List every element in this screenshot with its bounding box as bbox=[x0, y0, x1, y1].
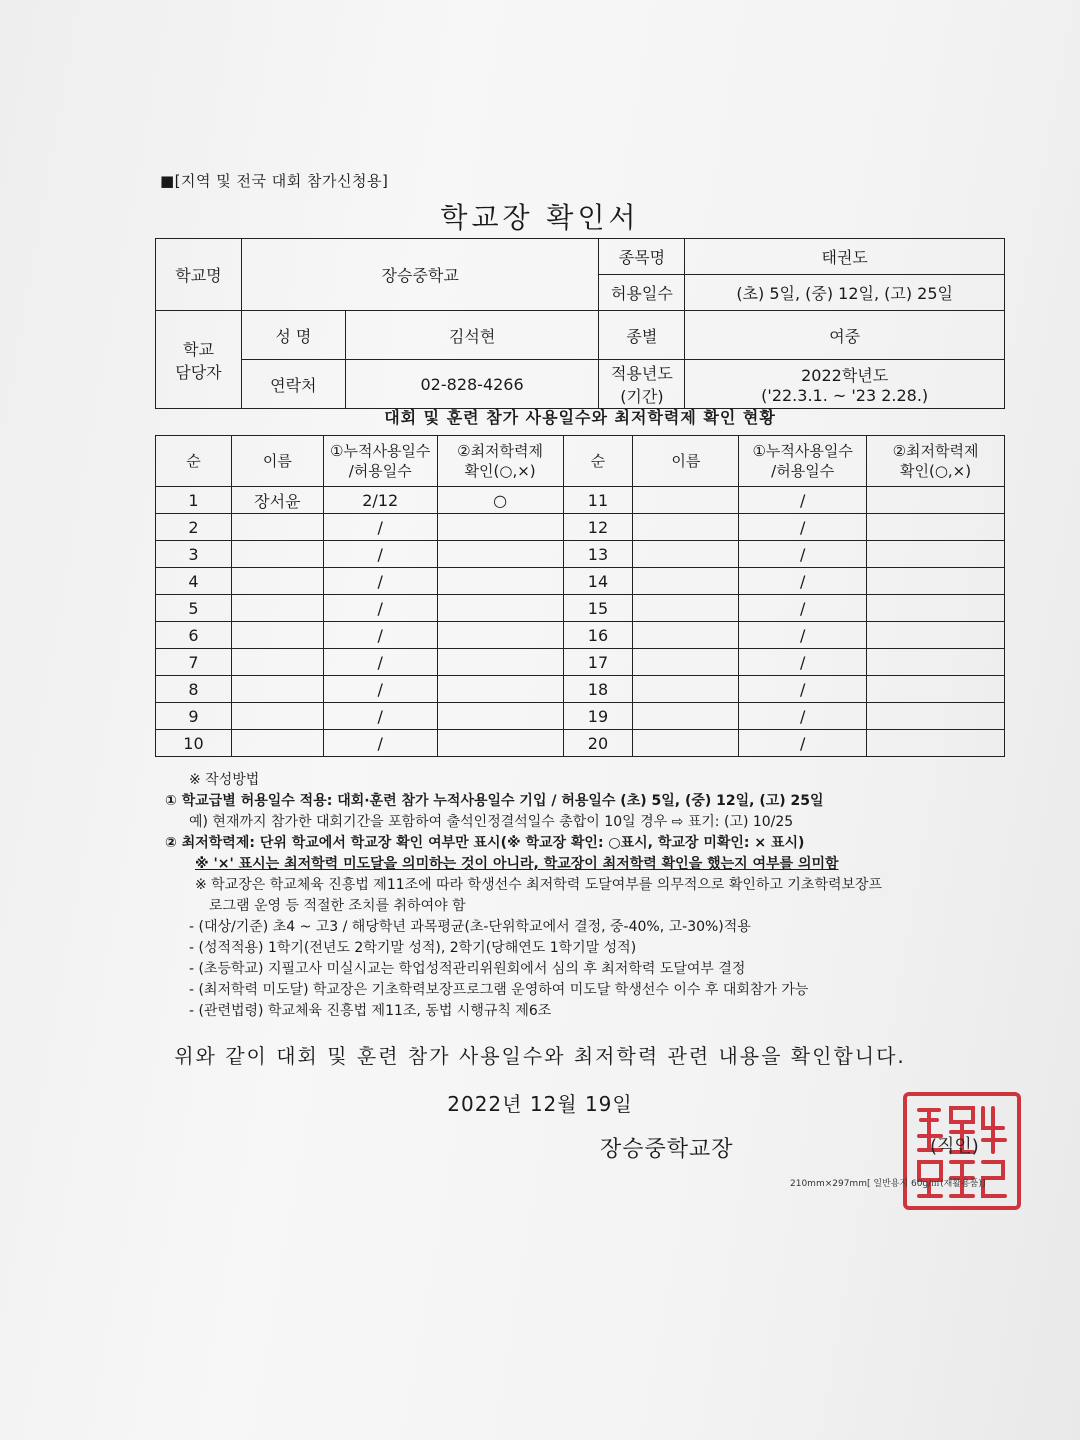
row-no: 6 bbox=[156, 622, 232, 649]
header-days-right bbox=[739, 436, 867, 487]
name-value: 김석현 bbox=[345, 311, 599, 360]
row-days: / bbox=[323, 595, 437, 622]
header-check-line1: ②최저학력제 bbox=[457, 442, 544, 460]
header-check-line2: 확인(○,×) bbox=[464, 462, 536, 480]
row-no: 16 bbox=[563, 622, 633, 649]
row-days: / bbox=[323, 541, 437, 568]
row-name bbox=[633, 649, 739, 676]
note-x-meaning: ※ '×' 표시는 최저학력 미도달을 의미하는 것이 아니라, 학교장이 최저학력 확인을 했는지 여부를 의미함 bbox=[195, 856, 839, 872]
header-check-line1: ②최저학력제 bbox=[892, 442, 979, 460]
year-label-line2: (기간) bbox=[620, 387, 664, 406]
row-days: / bbox=[739, 676, 867, 703]
row-check bbox=[437, 649, 563, 676]
row-check bbox=[867, 622, 1005, 649]
row-days: / bbox=[323, 568, 437, 595]
row-name bbox=[231, 676, 323, 703]
row-days: / bbox=[323, 514, 437, 541]
row-days: / bbox=[323, 730, 437, 757]
row-name bbox=[633, 622, 739, 649]
allowed-days-label: 허용일수 bbox=[599, 275, 685, 311]
row-days: / bbox=[739, 595, 867, 622]
instructions bbox=[165, 770, 985, 1022]
row-check bbox=[437, 541, 563, 568]
section-title: 대회 및 훈련 참가 사용일수와 최저학력제 확인 현황 bbox=[384, 408, 776, 427]
contact-value: 02-828-4266 bbox=[345, 360, 599, 409]
detail-elementary: - (초등학교) 지필고사 미실시교는 학업성적관리위원회에서 심의 후 최저학력 도달여부 결정 bbox=[189, 961, 746, 977]
row-days: / bbox=[739, 568, 867, 595]
header-no-left: 순 bbox=[156, 436, 232, 487]
row-no: 8 bbox=[156, 676, 232, 703]
row-name bbox=[231, 541, 323, 568]
row-name bbox=[231, 703, 323, 730]
row-check bbox=[437, 703, 563, 730]
category-label: ■[지역 및 전국 대회 참가신청용] bbox=[160, 172, 389, 190]
header-days-line2: /허용일수 bbox=[348, 462, 412, 480]
row-no: 20 bbox=[563, 730, 633, 757]
staff-label-line2: 담당자 bbox=[175, 362, 222, 382]
row-name bbox=[231, 568, 323, 595]
row-no: 1 bbox=[156, 487, 232, 514]
row-no: 19 bbox=[563, 703, 633, 730]
note-allowed-days: ① 학교급별 허용일수 적용: 대회·훈련 참가 누적사용일수 기입 / 허용일수 (초) 5일, (중) 12일, (고) 25일 bbox=[165, 793, 824, 809]
sport-value: 태권도 bbox=[685, 239, 1005, 275]
detail-target: - (대상/기준) 초4 ~ 고3 / 해당학년 과목평균(초-단위학교에서 결정, 중-40%, 고-30%)적용 bbox=[189, 919, 751, 935]
allowed-days-value: (초) 5일, (중) 12일, (고) 25일 bbox=[685, 275, 1005, 311]
detail-grades: - (성적적용) 1학기(전년도 2학기말 성적), 2학기(당해연도 1학기말 성적) bbox=[189, 940, 637, 956]
paper-size-note: 210mm×297mm[ 일반용지 60g/㎡(재활용품)] bbox=[790, 1179, 986, 1189]
row-name bbox=[633, 487, 739, 514]
row-name bbox=[231, 730, 323, 757]
row-check bbox=[437, 514, 563, 541]
gender-label: 종별 bbox=[599, 311, 685, 360]
header-check-right bbox=[867, 436, 1005, 487]
note-principal-duty: ※ 학교장은 학교체육 진흥법 제11조에 따라 학생선수 최저학력 도달여부를 의무적으로 확인하고 기초학력보장프 bbox=[195, 877, 883, 893]
table-row bbox=[156, 676, 1005, 703]
header-days-line1: ①누적사용일수 bbox=[330, 442, 431, 460]
table-row bbox=[156, 595, 1005, 622]
year-value-line2: ('22.3.1. ~ '23 2.28.) bbox=[761, 386, 929, 405]
row-days: / bbox=[739, 703, 867, 730]
header-days-left bbox=[323, 436, 437, 487]
row-check bbox=[437, 676, 563, 703]
row-name bbox=[231, 595, 323, 622]
row-name: 장서윤 bbox=[231, 487, 323, 514]
row-check bbox=[867, 568, 1005, 595]
row-check bbox=[867, 730, 1005, 757]
row-check bbox=[867, 595, 1005, 622]
row-no: 13 bbox=[563, 541, 633, 568]
notes-heading: ※ 작성방법 bbox=[189, 772, 260, 788]
row-name bbox=[633, 676, 739, 703]
row-check: ○ bbox=[437, 487, 563, 514]
row-check bbox=[867, 541, 1005, 568]
table-row bbox=[156, 649, 1005, 676]
row-no: 11 bbox=[563, 487, 633, 514]
row-days: / bbox=[739, 514, 867, 541]
row-check bbox=[867, 676, 1005, 703]
note-allowed-days-example: 예) 현재까지 참가한 대회기간을 포함하여 출석인정결석일수 총합이 10일 경우 ⇨ 표기: (고) 10/25 bbox=[189, 814, 794, 830]
contact-label: 연락처 bbox=[241, 360, 345, 409]
sport-label: 종목명 bbox=[599, 239, 685, 275]
row-name bbox=[633, 541, 739, 568]
confirmation-statement: 위와 같이 대회 및 훈련 참가 사용일수와 최저학력 관련 내용을 확인합니다. bbox=[174, 1044, 906, 1068]
row-check bbox=[437, 568, 563, 595]
header-name-left: 이름 bbox=[231, 436, 323, 487]
table-row bbox=[156, 487, 1005, 514]
row-days: / bbox=[739, 730, 867, 757]
table-header-row bbox=[156, 436, 1005, 487]
row-no: 17 bbox=[563, 649, 633, 676]
row-check bbox=[437, 622, 563, 649]
row-name bbox=[633, 730, 739, 757]
row-days: / bbox=[323, 676, 437, 703]
row-no: 4 bbox=[156, 568, 232, 595]
header-check-left bbox=[437, 436, 563, 487]
row-days: / bbox=[739, 649, 867, 676]
row-check bbox=[437, 595, 563, 622]
row-name bbox=[231, 514, 323, 541]
header-check-line2: 확인(○,×) bbox=[899, 462, 972, 480]
row-no: 15 bbox=[563, 595, 633, 622]
table-row bbox=[156, 622, 1005, 649]
row-no: 18 bbox=[563, 676, 633, 703]
row-name bbox=[231, 622, 323, 649]
row-no: 10 bbox=[156, 730, 232, 757]
row-check bbox=[867, 487, 1005, 514]
issue-date: 2022년 12월 19일 bbox=[447, 1092, 633, 1116]
participation-table bbox=[155, 435, 1005, 757]
staff-label-line1: 학교 bbox=[182, 339, 214, 359]
row-days: / bbox=[323, 649, 437, 676]
header-name-right: 이름 bbox=[633, 436, 739, 487]
school-value: 장승중학교 bbox=[241, 239, 599, 311]
header-no-right: 순 bbox=[563, 436, 633, 487]
row-days: / bbox=[323, 622, 437, 649]
table-row bbox=[156, 730, 1005, 757]
detail-laws: - (관련법령) 학교체육 진흥법 제11조, 동법 시행규칙 제6조 bbox=[189, 1003, 552, 1019]
row-no: 7 bbox=[156, 649, 232, 676]
row-check bbox=[867, 649, 1005, 676]
header-days-line2: /허용일수 bbox=[771, 462, 835, 480]
row-days: / bbox=[323, 703, 437, 730]
year-value bbox=[685, 360, 1005, 409]
table-row bbox=[156, 541, 1005, 568]
table-row bbox=[156, 514, 1005, 541]
row-no: 5 bbox=[156, 595, 232, 622]
row-check bbox=[437, 730, 563, 757]
year-value-line1: 2022학년도 bbox=[801, 366, 889, 385]
info-table bbox=[155, 238, 1005, 409]
row-days: / bbox=[739, 622, 867, 649]
row-name bbox=[231, 649, 323, 676]
row-name bbox=[633, 514, 739, 541]
row-no: 3 bbox=[156, 541, 232, 568]
row-check bbox=[867, 703, 1005, 730]
staff-label bbox=[156, 311, 242, 409]
row-no: 2 bbox=[156, 514, 232, 541]
note-principal-duty-cont: 로그램 운영 등 적절한 조치를 취하여야 함 bbox=[209, 898, 466, 914]
row-no: 9 bbox=[156, 703, 232, 730]
document-title: 학교장 확인서 bbox=[440, 201, 640, 234]
principal-signature: 장승중학교장 bbox=[600, 1137, 734, 1162]
row-name bbox=[633, 703, 739, 730]
table-row bbox=[156, 568, 1005, 595]
school-label: 학교명 bbox=[156, 239, 242, 311]
note-min-academic: ② 최저학력제: 단위 학교에서 학교장 확인 여부만 표시(※ 학교장 확인: ○표시, 학교장 미확인: × 표시) bbox=[165, 835, 805, 851]
seal-label: (직인) bbox=[930, 1136, 979, 1157]
row-name bbox=[633, 595, 739, 622]
year-label bbox=[599, 360, 685, 409]
row-days: 2/12 bbox=[323, 487, 437, 514]
name-label: 성 명 bbox=[241, 311, 345, 360]
row-days: / bbox=[739, 487, 867, 514]
year-label-line1: 적용년도 bbox=[610, 364, 673, 383]
gender-value: 여중 bbox=[685, 311, 1005, 360]
table-row bbox=[156, 703, 1005, 730]
row-no: 14 bbox=[563, 568, 633, 595]
row-no: 12 bbox=[563, 514, 633, 541]
header-days-line1: ①누적사용일수 bbox=[752, 442, 853, 460]
row-name bbox=[633, 568, 739, 595]
detail-below-min: - (최저학력 미도달) 학교장은 기초학력보장프로그램 운영하여 미도달 학생선수 이수 후 대회참가 가능 bbox=[189, 982, 809, 998]
row-check bbox=[867, 514, 1005, 541]
row-days: / bbox=[739, 541, 867, 568]
